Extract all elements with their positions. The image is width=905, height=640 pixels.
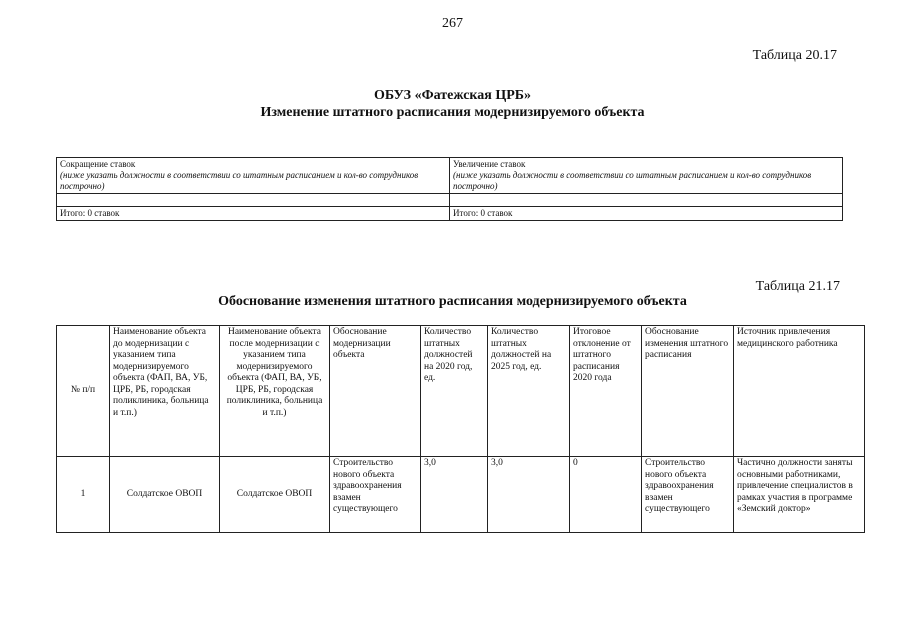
col-header-source: Источник привлечения медицинского работника <box>734 326 865 457</box>
staff-justification-table <box>56 325 865 533</box>
source: Частично должности заняты основными работниками, привлечение специалистов в рамках участия в программе «Земский доктор» <box>734 457 865 533</box>
table-row <box>57 194 843 207</box>
table-20-17-title: Изменение штатного расписания модернизируемого объекта <box>260 105 645 120</box>
col-header-justification: Обоснование модернизации объекта <box>330 326 421 457</box>
reduction-header-cell <box>57 158 450 194</box>
reduction-total: Итого: 0 ставок <box>57 207 450 221</box>
row-number: 1 <box>57 457 110 533</box>
col-header-change-reason: Обоснование изменения штатного расписания <box>642 326 734 457</box>
table-header-row <box>57 326 865 457</box>
staff-2025: 3,0 <box>488 457 570 533</box>
deviation: 0 <box>570 457 642 533</box>
empty-cell <box>450 194 843 207</box>
object-after: Солдатское ОВОП <box>220 457 330 533</box>
reduction-note: (ниже указать должности в соответствии со штатным расписанием и кол-во сотрудников построчно) <box>60 170 419 191</box>
col-header-object-before: Наименование объекта до модернизации с указанием типа модернизируемого объекта (ФАП, ВА, УБ, ЦРБ, РБ, городская поликлиника, больница и т.п.) <box>110 326 220 457</box>
staff-change-table <box>56 157 843 221</box>
col-header-number: № п/п <box>57 326 110 457</box>
table-21-17-title: Обоснование изменения штатного расписания модернизируемого объекта <box>218 294 687 309</box>
empty-cell <box>57 194 450 207</box>
staff-2020: 3,0 <box>421 457 488 533</box>
col-header-staff-2025: Количество штатных должностей на 2025 год, ед. <box>488 326 570 457</box>
col-header-deviation: Итоговое отклонение от штатного расписания 2020 года <box>570 326 642 457</box>
table-row <box>57 207 843 221</box>
organization-title: ОБУЗ «Фатежская ЦРБ» <box>373 88 532 103</box>
justification: Строительство нового объекта здравоохранения взамен существующего <box>330 457 421 533</box>
page-number: 267 <box>442 16 463 31</box>
increase-header-cell <box>450 158 843 194</box>
reduction-heading: Сокращение ставок <box>60 159 136 169</box>
table-row <box>57 158 843 194</box>
object-before: Солдатское ОВОП <box>110 457 220 533</box>
col-header-object-after: Наименование объекта после модернизации с указанием типа модернизируемого объекта (ФАП, ВА, УБ, ЦРБ, РБ, городская поликлиника, больница и т.п.) <box>220 326 330 457</box>
col-header-staff-2020: Количество штатных должностей на 2020 год, ед. <box>421 326 488 457</box>
increase-heading: Увеличение ставок <box>453 159 526 169</box>
table-21-17-label: Таблица 21.17 <box>755 279 840 294</box>
increase-total: Итого: 0 ставок <box>450 207 843 221</box>
table-row <box>57 457 865 533</box>
change-reason: Строительство нового объекта здравоохранения взамен существующего <box>642 457 734 533</box>
table-20-17-label: Таблица 20.17 <box>752 48 837 63</box>
increase-note: (ниже указать должности в соответствии со штатным расписанием и кол-во сотрудников построчно) <box>453 170 812 191</box>
